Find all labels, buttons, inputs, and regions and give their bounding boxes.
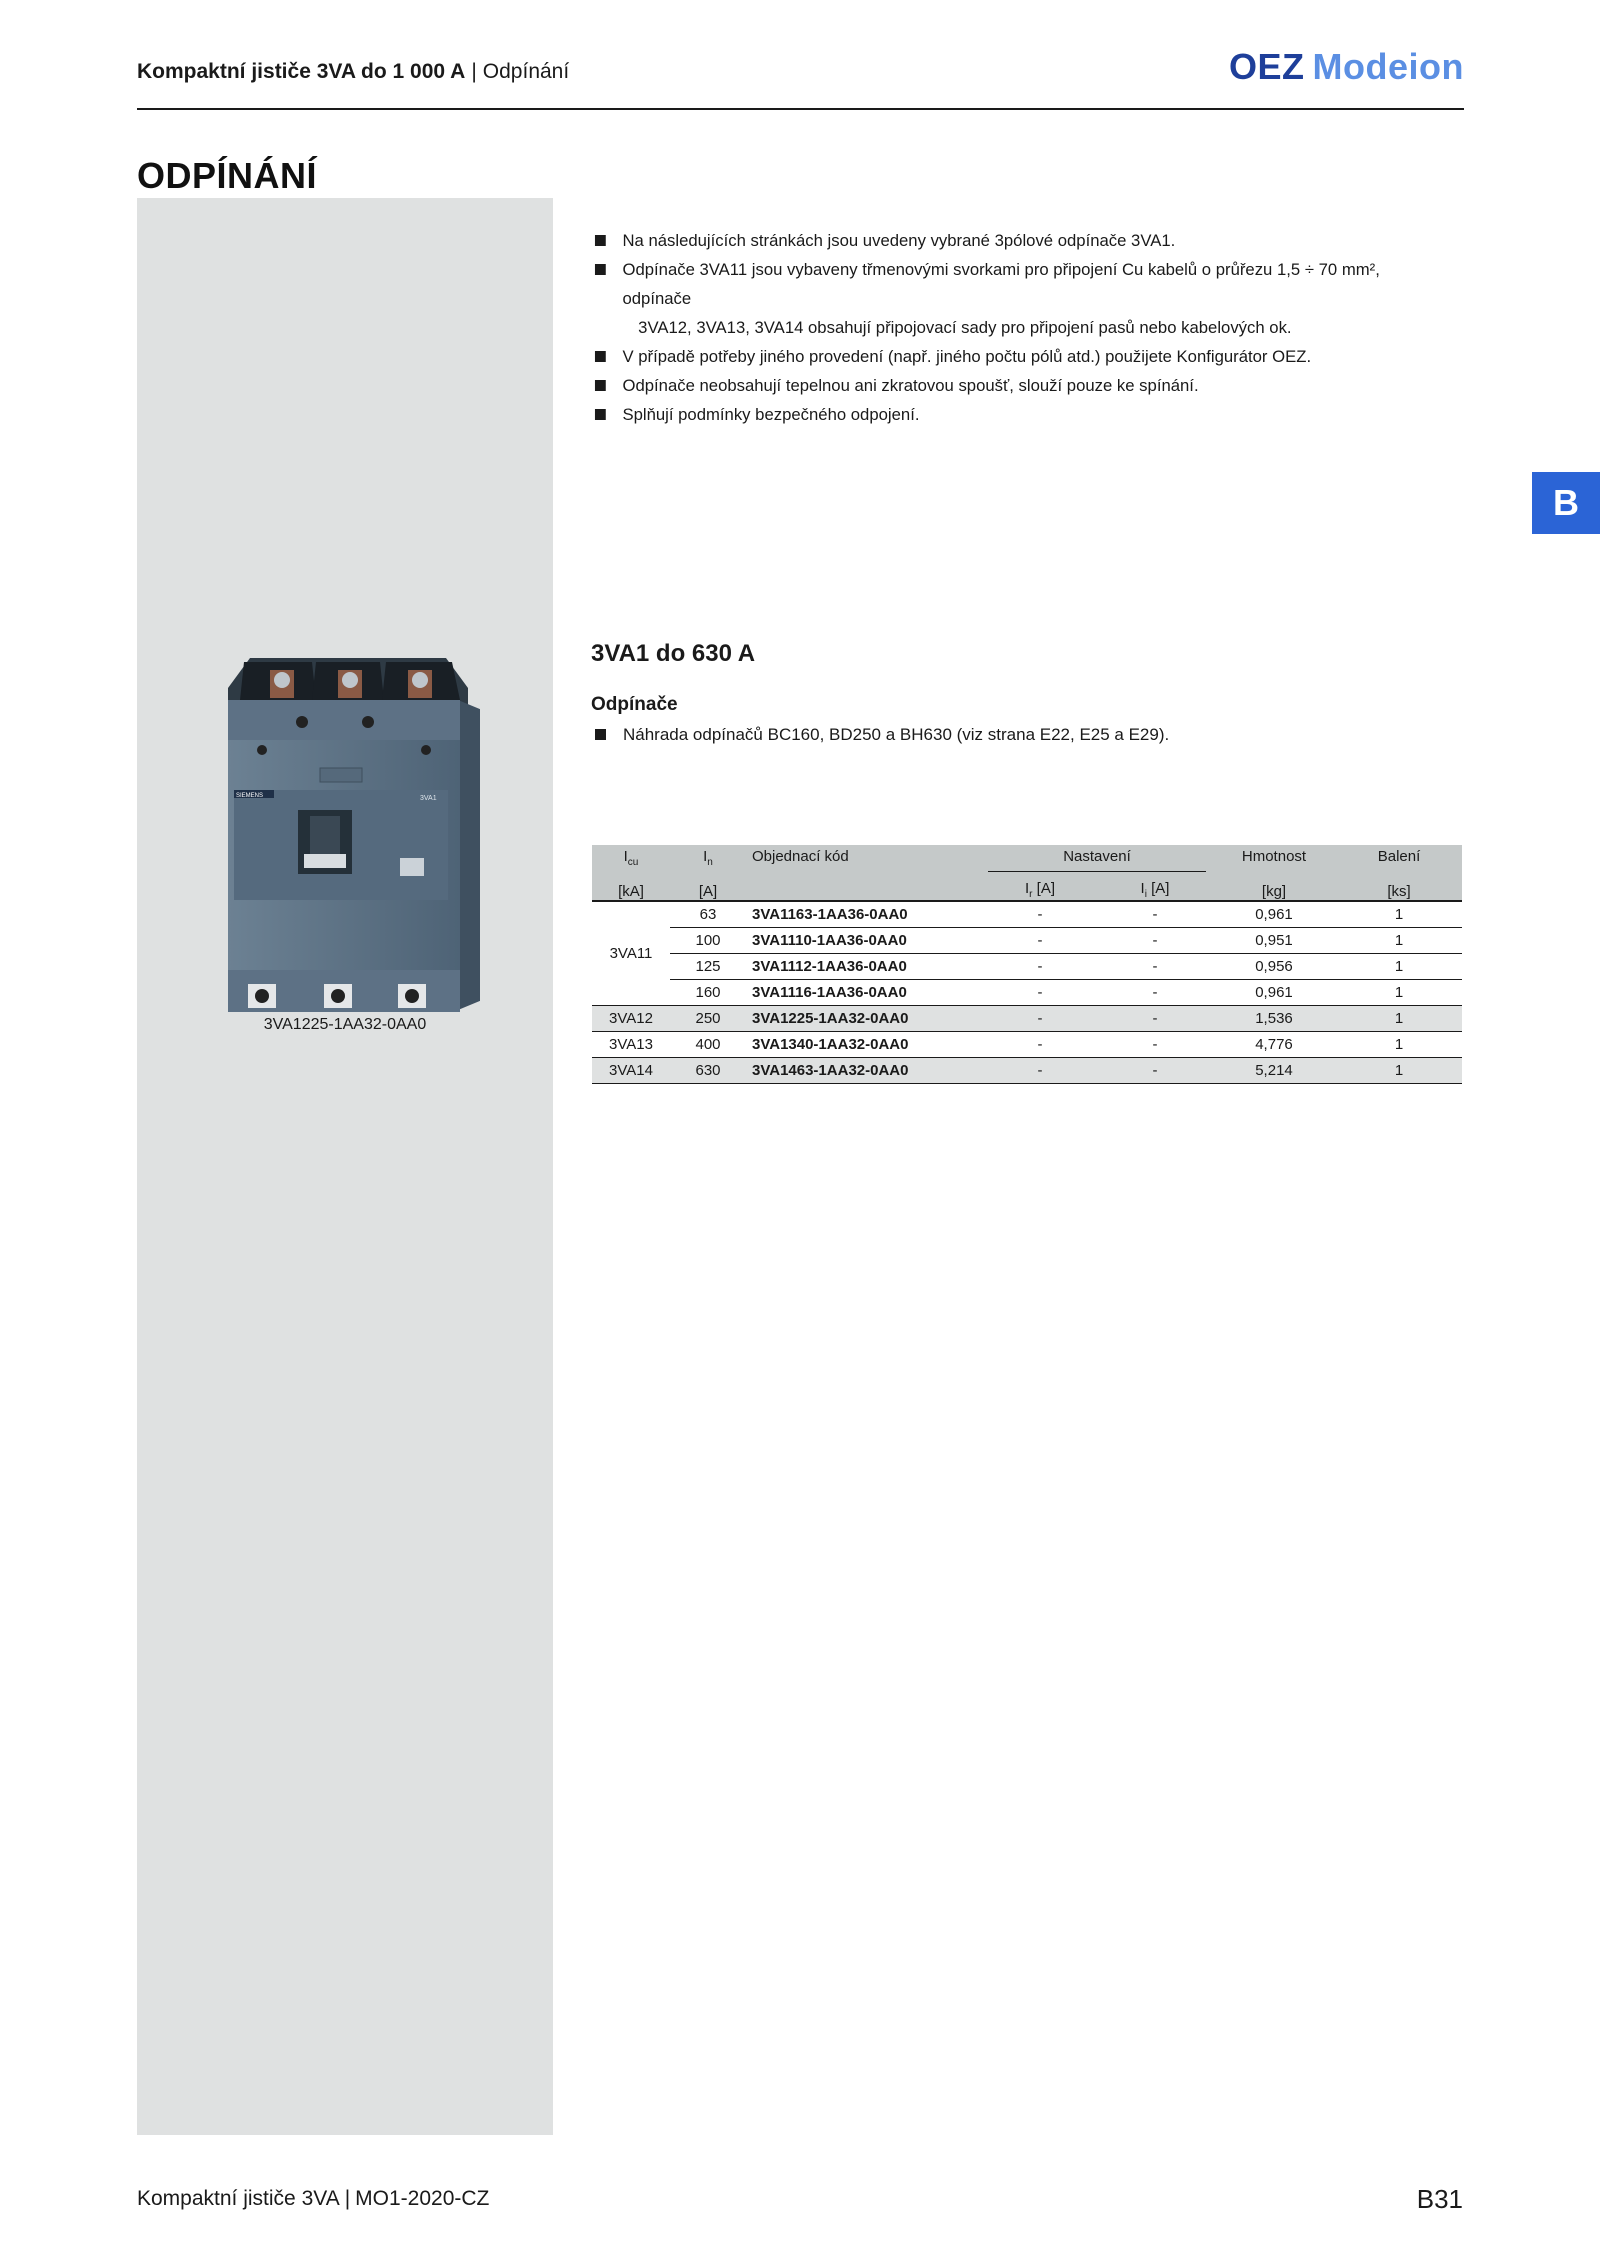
- cell-ii: -: [1098, 901, 1212, 928]
- cell-ii: -: [1098, 980, 1212, 1006]
- th-nastaveni: Nastavení: [982, 845, 1212, 874]
- bullet-text: V případě potřeby jiného provedení (např. jiného počtu pólů atd.) použijete Konfigurátor OEZ.: [622, 347, 1312, 366]
- cell-weight: 0,951: [1212, 928, 1336, 954]
- cell-in: 250: [670, 1006, 746, 1032]
- th-weight: Hmotnost: [1212, 845, 1336, 874]
- oez-modeion-logo: [1229, 46, 1464, 88]
- cell-ii: -: [1098, 1058, 1212, 1084]
- cell-icu-group: 3VA11: [592, 901, 670, 1006]
- header-title-bold: Kompaktní jističe 3VA do 1 000 A: [137, 60, 466, 83]
- th-in: $I_n$: [670, 845, 746, 874]
- table-row: [592, 954, 1462, 980]
- cell-pack: 1: [1336, 928, 1462, 954]
- subsection-bullets: [593, 720, 1169, 749]
- cell-in: 125: [670, 954, 746, 980]
- cell-in: 63: [670, 901, 746, 928]
- section-tab-b: B: [1532, 472, 1600, 534]
- subsection-heading: Odpínače: [591, 694, 678, 715]
- cell-order-code: 3VA1110-1AA36-0AA0: [746, 928, 982, 954]
- cell-weight: 0,961: [1212, 980, 1336, 1006]
- cell-in: 160: [670, 980, 746, 1006]
- footer-doc-code: MO1-2020-CZ: [355, 2187, 490, 2210]
- table-row: [592, 1006, 1462, 1032]
- cell-ir: -: [982, 928, 1098, 954]
- cell-weight: 1,536: [1212, 1006, 1336, 1032]
- cell-order-code: 3VA1112-1AA36-0AA0: [746, 954, 982, 980]
- cell-weight: 0,961: [1212, 901, 1336, 928]
- th-pack-unit: [ks]: [1336, 874, 1462, 901]
- table-row: [592, 928, 1462, 954]
- cell-in: 100: [670, 928, 746, 954]
- cell-ii: -: [1098, 954, 1212, 980]
- cell-pack: 1: [1336, 1006, 1462, 1032]
- cell-ir: -: [982, 1032, 1098, 1058]
- th-weight-unit: [kg]: [1212, 874, 1336, 901]
- bullet-item: [593, 226, 1452, 255]
- intro-bullets: [593, 226, 1452, 429]
- th-ii: $I_i$ [A]: [1098, 874, 1212, 901]
- cell-order-code: 3VA1340-1AA32-0AA0: [746, 1032, 982, 1058]
- subsection-title: 3VA1 do 630 A: [591, 640, 756, 667]
- th-ir: $I_r$ [A]: [982, 874, 1098, 901]
- cell-in: 630: [670, 1058, 746, 1084]
- device-model: 3VA1: [420, 795, 437, 802]
- cell-pack: 1: [1336, 901, 1462, 928]
- product-caption: 3VA1225-1AA32-0AA0: [263, 1016, 427, 1033]
- cell-pack: 1: [1336, 980, 1462, 1006]
- bullet-item: [593, 720, 1169, 749]
- th-pack: Balení: [1336, 845, 1462, 874]
- cell-ir: -: [982, 954, 1098, 980]
- th-order-code: Objednací kód: [746, 845, 982, 874]
- bullet-item: [593, 400, 1452, 429]
- bullet-item: [593, 342, 1452, 371]
- bullet-item: [593, 371, 1452, 400]
- cell-order-code: 3VA1225-1AA32-0AA0: [746, 1006, 982, 1032]
- cell-order-code: 3VA1463-1AA32-0AA0: [746, 1058, 982, 1084]
- th-in-unit: [A]: [670, 874, 746, 901]
- table-row: [592, 1032, 1462, 1058]
- cell-order-code: 3VA1116-1AA36-0AA0: [746, 980, 982, 1006]
- bullet-text: Na následujících stránkách jsou uvedeny vybrané 3pólové odpínače 3VA1.: [622, 231, 1176, 250]
- th-code-unit: [746, 874, 982, 901]
- cell-ii: -: [1098, 1032, 1212, 1058]
- cell-ir: -: [982, 980, 1098, 1006]
- logo-modeion: Modeion: [1312, 46, 1464, 87]
- cell-order-code: 3VA1163-1AA36-0AA0: [746, 901, 982, 928]
- bullet-item: [593, 255, 1452, 342]
- header-title-rest: Odpínání: [482, 60, 570, 83]
- table-row: [592, 980, 1462, 1006]
- page-number: B31: [1416, 2184, 1463, 2214]
- cell-pack: 1: [1336, 1058, 1462, 1084]
- section-title: ODPÍNÁNÍ: [137, 155, 318, 196]
- cell-ir: -: [982, 901, 1098, 928]
- cell-icu: 3VA14: [592, 1058, 670, 1084]
- footer-doc-title: Kompaktní jističe 3VA: [137, 2187, 340, 2210]
- cell-weight: 0,956: [1212, 954, 1336, 980]
- logo-oez: OEZ: [1229, 46, 1305, 87]
- header-title: [137, 60, 569, 84]
- cell-pack: 1: [1336, 1032, 1462, 1058]
- cell-ir: -: [982, 1058, 1098, 1084]
- table-row: [592, 901, 1462, 928]
- cell-ii: -: [1098, 1006, 1212, 1032]
- cell-icu: 3VA12: [592, 1006, 670, 1032]
- cell-in: 400: [670, 1032, 746, 1058]
- header-separator: |: [471, 60, 477, 83]
- table-header-row: [592, 845, 1462, 874]
- side-panel: [137, 198, 553, 2135]
- cell-pack: 1: [1336, 954, 1462, 980]
- cell-weight: 5,214: [1212, 1058, 1336, 1084]
- product-image-switch-disconnector: [220, 640, 480, 1012]
- bullet-text: Náhrada odpínačů BC160, BD250 a BH630 (viz strana E22, E25 a E29).: [623, 725, 1170, 744]
- product-table: [592, 845, 1462, 1084]
- device-brand: SIEMENS: [236, 793, 264, 799]
- cell-icu: 3VA13: [592, 1032, 670, 1058]
- footer-left: [137, 2187, 489, 2211]
- bullet-text: Splňují podmínky bezpečného odpojení.: [622, 405, 920, 424]
- cell-weight: 4,776: [1212, 1032, 1336, 1058]
- bullet-text-continued: 3VA12, 3VA13, 3VA14 obsahují připojovací sady pro připojení pasů nebo kabelových ok.: [638, 318, 1292, 337]
- table-header-units-row: [592, 874, 1462, 901]
- cell-ii: -: [1098, 928, 1212, 954]
- cell-ir: -: [982, 1006, 1098, 1032]
- th-icu-unit: [kA]: [592, 874, 670, 901]
- bullet-text: Odpínače 3VA11 jsou vybaveny třmenovými svorkami pro připojení Cu kabelů o průřezu 1,5 ÷ 70 mm², odpínače: [622, 260, 1380, 308]
- bullet-text: Odpínače neobsahují tepelnou ani zkratovou spoušť, slouží pouze ke spínání.: [622, 376, 1199, 395]
- table-row: [592, 1058, 1462, 1084]
- header-divider: [137, 108, 1464, 110]
- th-icu: $I_{cu}$: [592, 845, 670, 874]
- footer-separator: |: [344, 2187, 351, 2210]
